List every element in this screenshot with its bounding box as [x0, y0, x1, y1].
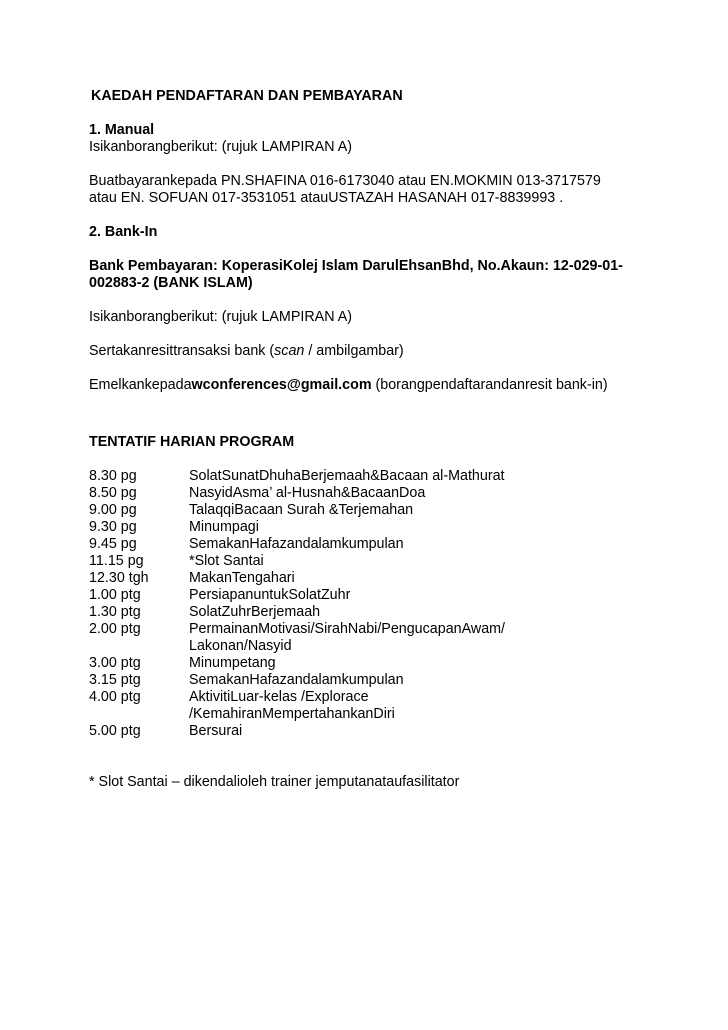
schedule-title: TENTATIF HARIAN PROGRAM [89, 434, 295, 450]
schedule-activity: NasyidAsma’ al-Husnah&BacaanDoa [189, 485, 426, 501]
schedule-row [89, 536, 689, 553]
schedule-time: 3.00 ptg [89, 655, 141, 671]
schedule-row [89, 553, 689, 570]
document-page [89, 88, 689, 791]
schedule-time: 8.30 pg [89, 468, 137, 484]
schedule-row [89, 655, 689, 672]
schedule-activity: MakanTengahari [189, 570, 295, 586]
receipt-scan: scan [274, 343, 305, 359]
schedule-row [89, 587, 689, 604]
schedule-row [89, 672, 689, 689]
email-post: (borangpendaftarandanresit bank-in) [371, 377, 608, 393]
schedule-time: 4.00 ptg [89, 689, 141, 705]
schedule-activity: AktivitiLuar-kelas /Explorace [189, 689, 369, 705]
schedule-activity: TalaqqiBacaan Surah &Terjemahan [189, 502, 414, 518]
schedule-time: 5.00 ptg [89, 723, 141, 739]
schedule-row [89, 689, 689, 706]
manual-heading: 1. Manual [89, 122, 155, 138]
schedule-time: 3.15 ptg [89, 672, 141, 688]
schedule-activity: Bersurai [189, 723, 243, 739]
schedule-footnote: * Slot Santai – dikendalioleh trainer jemputanataufasilitator [89, 774, 460, 790]
manual-payment-line-1: Buatbayarankepada PN.SHAFINA 016-6173040 atau EN.MOKMIN 013-3717579 [89, 173, 601, 189]
schedule-row [89, 570, 689, 587]
schedule-activity: *Slot Santai [189, 553, 264, 569]
schedule-activity: /KemahiranMempertahankanDiri [189, 706, 395, 722]
manual-form-instruction: Isikanborangberikut: (rujuk LAMPIRAN A) [89, 139, 353, 155]
schedule-activity: SolatZuhrBerjemaah [189, 604, 321, 620]
receipt-post: / ambilgambar) [304, 343, 404, 359]
schedule-row [89, 519, 689, 536]
manual-payment-line-2: atau EN. SOFUAN 017-3531051 atauUSTAZAH HASANAH 017-8839993 . [89, 190, 564, 206]
schedule-activity: PersiapanuntukSolatZuhr [189, 587, 351, 603]
schedule-table [89, 468, 689, 740]
bank-account-line-2: 002883-2 (BANK ISLAM) [89, 275, 253, 291]
bankin-form-instruction: Isikanborangberikut: (rujuk LAMPIRAN A) [89, 309, 353, 325]
schedule-time [89, 638, 189, 655]
schedule-activity: SemakanHafazandalamkumpulan [189, 536, 404, 552]
bankin-heading: 2. Bank-In [89, 224, 158, 240]
registration-payment-title: KAEDAH PENDAFTARAN DAN PEMBAYARAN [91, 88, 403, 104]
receipt-instruction [89, 343, 689, 360]
schedule-row [89, 604, 689, 621]
schedule-row [89, 468, 689, 485]
schedule-activity: SolatSunatDhuhaBerjemaah&Bacaan al-Mathurat [189, 468, 505, 484]
schedule-time: 2.00 ptg [89, 621, 141, 637]
schedule-row [89, 621, 689, 638]
schedule-time [89, 706, 189, 723]
schedule-activity: Minumpetang [189, 655, 276, 671]
schedule-activity: Minumpagi [189, 519, 259, 535]
schedule-time: 12.30 tgh [89, 570, 149, 586]
schedule-time: 1.00 ptg [89, 587, 141, 603]
schedule-activity: Lakonan/Nasyid [189, 638, 292, 654]
receipt-pre: Sertakanresittransaksi bank ( [89, 343, 275, 359]
schedule-row [89, 502, 689, 519]
schedule-activity: SemakanHafazandalamkumpulan [189, 672, 404, 688]
schedule-time: 9.45 pg [89, 536, 137, 552]
email-instruction [89, 377, 689, 394]
schedule-row [89, 706, 689, 723]
schedule-row [89, 485, 689, 502]
schedule-time: 9.30 pg [89, 519, 137, 535]
schedule-time: 8.50 pg [89, 485, 137, 501]
schedule-row [89, 638, 689, 655]
email-pre: Emelkankepada [89, 377, 192, 393]
schedule-time: 11.15 pg [89, 553, 144, 569]
bank-account-line-1: Bank Pembayaran: KoperasiKolej Islam DarulEhsanBhd, No.Akaun: 12-029-01- [89, 258, 623, 274]
schedule-time: 9.00 pg [89, 502, 137, 518]
email-address: wconferences@gmail.com [191, 377, 372, 393]
schedule-time: 1.30 ptg [89, 604, 141, 620]
schedule-activity: PermainanMotivasi/SirahNabi/PengucapanAwam/ [189, 621, 506, 637]
schedule-row [89, 723, 689, 740]
